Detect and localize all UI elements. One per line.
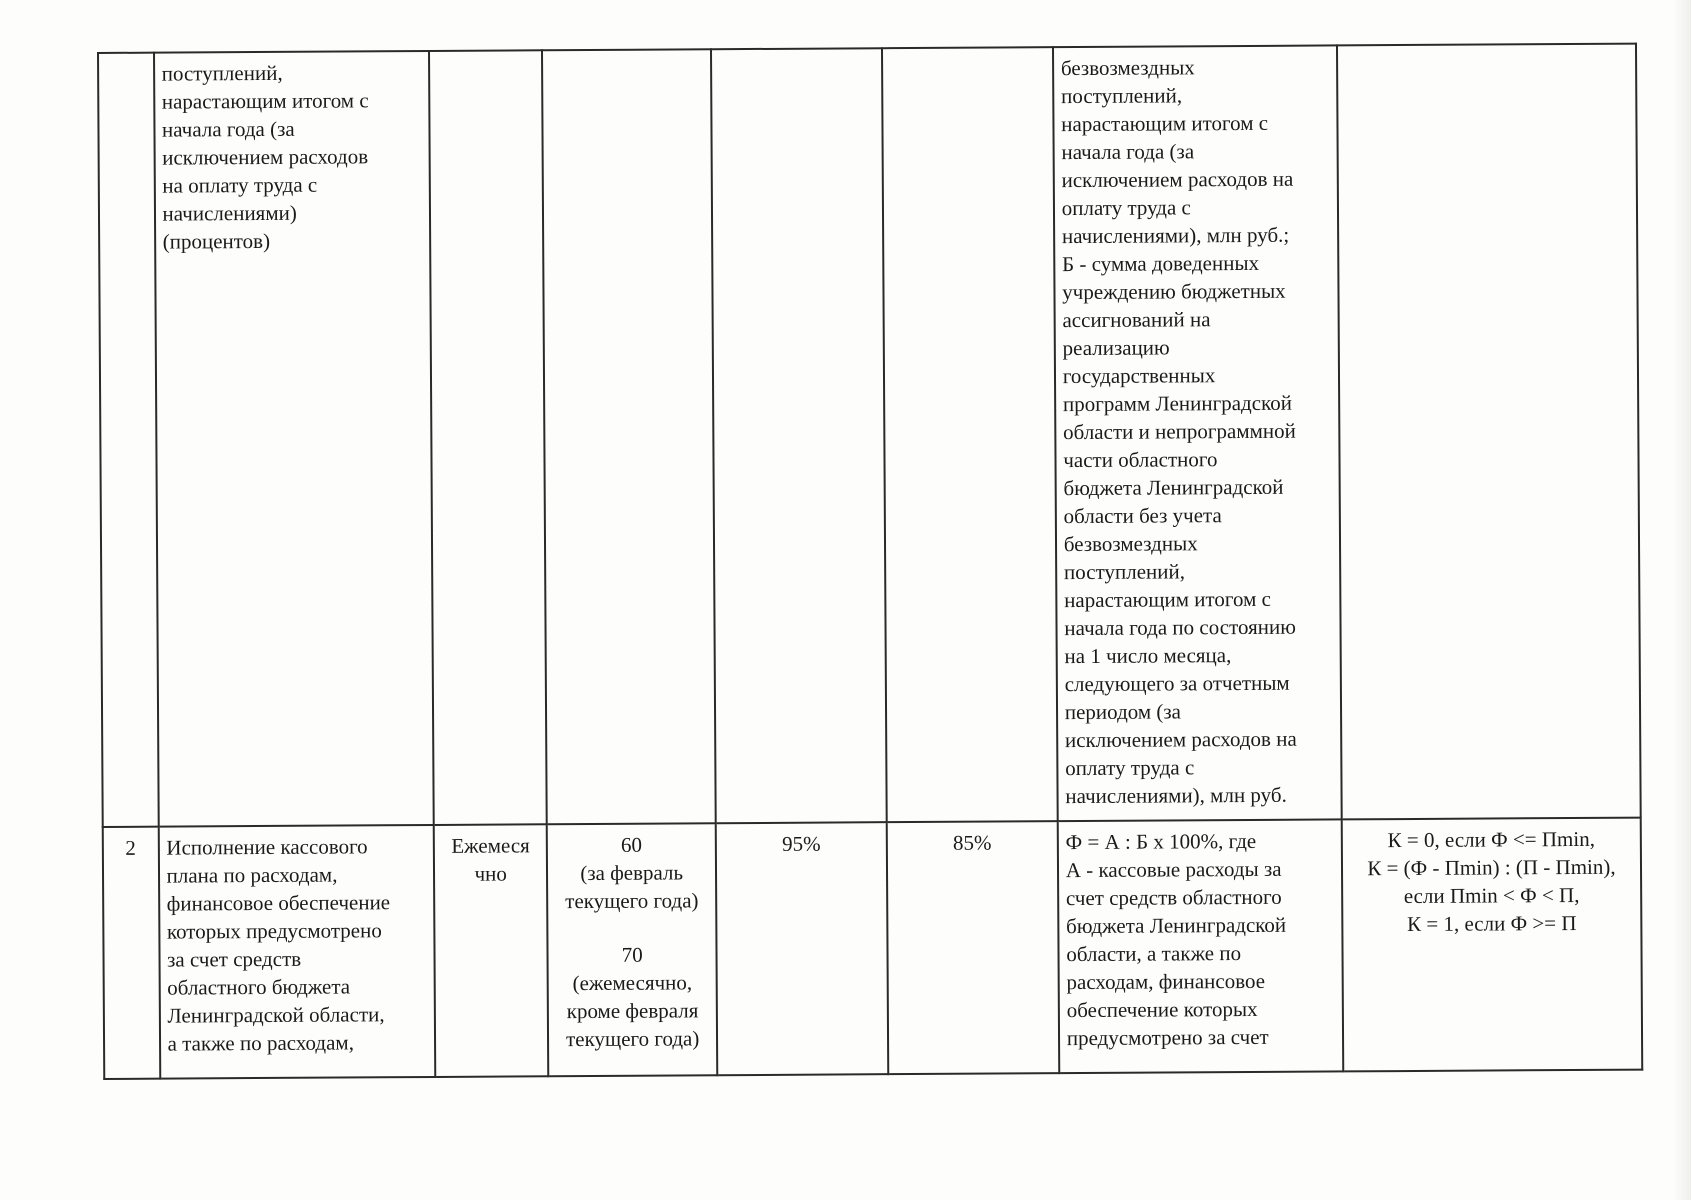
formula-line: программ Ленинградской: [1062, 390, 1292, 417]
formula-line: исключением расходов на: [1064, 726, 1297, 753]
formula-line: начала года по состоянию: [1064, 614, 1296, 641]
formula-line: безвозмездных: [1060, 55, 1195, 81]
formula-line: области без учета: [1063, 503, 1222, 529]
coefficient-cell: [1342, 818, 1643, 1072]
coefficient-cell: [1337, 44, 1641, 820]
formula-line: счет средств областного: [1065, 884, 1282, 911]
min-value-cell: [882, 47, 1058, 822]
formula-line: исключением расходов на: [1061, 166, 1294, 193]
periodicity-cell: [429, 50, 547, 825]
base-value-line: 70: [621, 942, 643, 967]
indicator-name-line: (процентов): [162, 228, 271, 254]
periodicity-line: чно: [474, 861, 507, 886]
scan-edge-shadow: [1673, 0, 1691, 1200]
indicator-name-line: плана по расходам,: [166, 862, 338, 888]
indicator-name-line: нарастающим итогом с: [161, 88, 369, 114]
table-row: [98, 44, 1641, 827]
indicator-name-line: исключением расходов: [162, 144, 369, 170]
formula-line: А - кассовые расходы за: [1065, 856, 1282, 883]
formula-line: следующего за отчетным: [1064, 670, 1290, 697]
formula-line: Б - сумма доведенных: [1062, 250, 1260, 277]
plan-value-cell: [711, 48, 887, 823]
base-value-line: текущего года): [565, 888, 699, 914]
coefficient-line: К = 1, если Ф >= П: [1406, 910, 1577, 937]
row-number: 2: [125, 835, 136, 860]
formula-line: предусмотрено за счет: [1066, 1024, 1269, 1051]
indicator-name-line: Исполнение кассового: [166, 834, 368, 860]
indicator-name-cell: [154, 51, 434, 827]
min-value: 85%: [952, 830, 992, 855]
formula-line: оплату труда с: [1061, 195, 1191, 221]
row-number-cell: [98, 53, 158, 827]
formula-line: реализацию: [1062, 335, 1170, 361]
formula-line: области, а также по: [1066, 941, 1242, 967]
periodicity-line: Ежемеся: [451, 833, 530, 858]
formula-line: нарастающим итогом с: [1061, 110, 1269, 137]
formula-line: начислениями), млн руб.: [1065, 782, 1287, 809]
formula-line: части областного: [1063, 447, 1218, 473]
base-value-line: (за февраль: [580, 860, 684, 886]
min-value-cell: [887, 821, 1059, 1074]
formula-line: бюджета Ленинградской: [1066, 912, 1287, 939]
plan-value: 95%: [781, 831, 821, 856]
formula-cell: [1057, 819, 1343, 1073]
formula-line: государственных: [1062, 363, 1216, 389]
formula-line: области и непрограммной: [1063, 418, 1296, 445]
table-row: [103, 818, 1643, 1079]
coefficient-line: если Пmin < Ф < П,: [1403, 882, 1580, 909]
formula-line: Ф = А : Б x 100%, где: [1065, 828, 1257, 855]
formula-line: бюджета Ленинградской: [1063, 474, 1284, 501]
formula-line: начала года (за: [1061, 139, 1195, 165]
formula-line: нарастающим итогом с: [1064, 586, 1271, 613]
formula-line: учреждению бюджетных: [1062, 278, 1286, 305]
indicator-name-line: начислениями): [162, 200, 297, 226]
indicator-name-line: областного бюджета: [167, 974, 351, 1000]
base-value-cell: [542, 49, 715, 824]
formula-line: ассигнований на: [1062, 307, 1211, 333]
indicator-name-line: Ленинградской области,: [167, 1002, 385, 1028]
indicator-table: [97, 43, 1643, 1080]
indicator-name-line: а также по расходам,: [167, 1030, 354, 1056]
plan-value-cell: [716, 822, 888, 1075]
base-value-line: кроме февраля: [566, 998, 699, 1024]
base-value-line: 60: [620, 832, 643, 857]
base-value-line: текущего года): [566, 1026, 700, 1052]
formula-line: периодом (за: [1064, 699, 1182, 725]
formula-cell: [1053, 45, 1342, 821]
base-value-line: (ежемесячно,: [572, 970, 693, 996]
indicator-name-line: поступлений,: [161, 60, 283, 86]
indicator-name-line: на оплату труда с: [162, 172, 318, 198]
formula-line: поступлений,: [1060, 83, 1183, 109]
coefficient-line: К = (Ф - Пmin) : (П - Пmin),: [1367, 854, 1616, 881]
indicator-name-line: начала года (за: [161, 116, 295, 142]
formula-line: расходам, финансовое: [1066, 968, 1266, 995]
formula-line: поступлений,: [1063, 559, 1186, 585]
indicator-name-line: за счет средств: [167, 946, 302, 972]
spacer: [556, 914, 709, 941]
periodicity-cell: [434, 824, 549, 1077]
formula-line: начислениями), млн руб.;: [1061, 222, 1290, 249]
row-number-cell: [103, 827, 160, 1079]
base-value-cell: [547, 823, 717, 1076]
indicator-name-line: которых предусмотрено: [166, 918, 382, 944]
coefficient-line: К = 0, если Ф <= Пmin,: [1387, 826, 1596, 853]
formula-line: обеспечение которых: [1066, 996, 1258, 1023]
formula-line: оплату труда с: [1065, 755, 1195, 781]
formula-line: на 1 число месяца,: [1064, 643, 1232, 669]
indicator-name-line: финансовое обеспечение: [166, 890, 391, 916]
formula-line: безвозмездных: [1063, 531, 1198, 557]
indicator-name-cell: [158, 825, 435, 1079]
